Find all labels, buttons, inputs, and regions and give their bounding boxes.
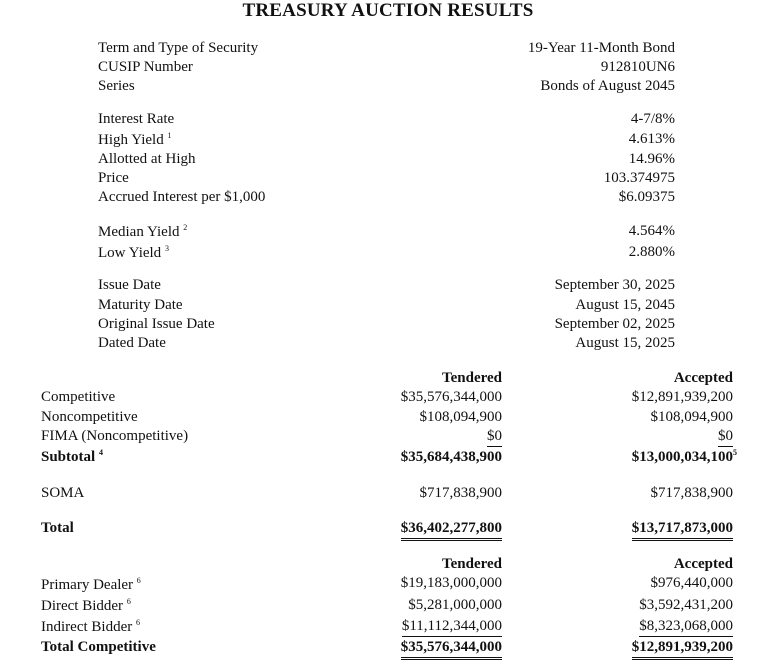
fima-tendered: $0: [487, 427, 502, 447]
direct-bidder-label-row: [41, 597, 131, 616]
competitive-tendered: $35,576,344,000: [400, 389, 502, 405]
subtotal-accepted-row: [632, 448, 737, 467]
soma-tendered: $717,838,900: [419, 485, 502, 501]
original-issue-date-label: Original Issue Date: [98, 316, 215, 332]
total-accepted: $13,717,873,000: [632, 519, 733, 541]
subtotal-label: Subtotal: [41, 449, 96, 465]
term-type-label: Term and Type of Security: [98, 40, 259, 56]
indirect-bidder-tendered: $11,112,344,000: [402, 617, 502, 637]
subtotal-accepted: $13,000,034,100: [631, 449, 733, 465]
footnote-marker: 6: [136, 576, 141, 585]
accrued-interest-value: $6.09375: [618, 189, 675, 205]
low-yield-value: 2.880%: [628, 244, 675, 260]
accrued-interest-label: Accrued Interest per $1,000: [98, 189, 266, 205]
allotted-high-value: 14.96%: [628, 151, 675, 167]
series-value: Bonds of August 2045: [540, 78, 675, 94]
primary-dealer-tendered: $19,183,000,000: [400, 575, 502, 591]
interest-rate-value: 4-7/8%: [630, 111, 675, 127]
primary-dealer-label-row: [41, 576, 141, 595]
median-yield-label: Median Yield: [98, 224, 180, 240]
competitive-label: Competitive: [41, 389, 116, 405]
direct-bidder-accepted: $3,592,431,200: [639, 597, 733, 613]
low-yield-label: Low Yield: [98, 245, 162, 261]
high-yield-label-row: [98, 131, 171, 150]
footnote-marker: 2: [183, 223, 188, 232]
indirect-bidder-label-row: [41, 618, 140, 637]
total-competitive-accepted: $12,891,939,200: [632, 638, 733, 660]
subtotal-tendered: $35,684,438,900: [400, 449, 502, 465]
fima-label: FIMA (Noncompetitive): [41, 428, 189, 444]
interest-rate-label: Interest Rate: [98, 111, 175, 127]
noncompetitive-tendered: $108,094,900: [419, 409, 502, 425]
soma-label: SOMA: [41, 485, 85, 501]
dated-date-label: Dated Date: [98, 335, 166, 351]
fima-accepted: $0: [718, 427, 733, 447]
allotted-high-label: Allotted at High: [98, 151, 196, 167]
primary-dealer-accepted: $976,440,000: [650, 575, 733, 591]
accepted-header: Accepted: [673, 370, 733, 386]
noncompetitive-accepted: $108,094,900: [650, 409, 733, 425]
issue-date-label: Issue Date: [98, 277, 161, 293]
low-yield-label-row: [98, 244, 169, 263]
total-competitive-tendered: $35,576,344,000: [401, 638, 502, 660]
cusip-value: 912810UN6: [600, 59, 675, 75]
price-value: 103.374975: [603, 170, 675, 186]
soma-accepted: $717,838,900: [650, 485, 733, 501]
dated-date-value: August 15, 2025: [575, 335, 675, 351]
high-yield-value: 4.613%: [628, 131, 675, 147]
footnote-marker: 6: [135, 618, 140, 627]
tendered-header: Tendered: [441, 370, 502, 386]
footnote-marker: 4: [98, 448, 103, 457]
term-type-value: 19-Year 11-Month Bond: [527, 40, 675, 56]
total-competitive-label: Total Competitive: [41, 639, 156, 655]
document-title: TREASURY AUCTION RESULTS: [242, 0, 534, 21]
price-label: Price: [98, 170, 129, 186]
median-yield-label-row: [98, 223, 187, 242]
subtotal-label-row: [41, 448, 103, 467]
noncompetitive-label: Noncompetitive: [41, 409, 138, 425]
total-label: Total: [41, 520, 74, 536]
primary-dealer-label: Primary Dealer: [41, 577, 134, 593]
direct-bidder-label: Direct Bidder: [41, 598, 124, 614]
direct-bidder-tendered: $5,281,000,000: [408, 597, 502, 613]
cusip-label: CUSIP Number: [98, 59, 193, 75]
footnote-marker: 5: [733, 448, 737, 457]
maturity-date-value: August 15, 2045: [575, 297, 675, 313]
maturity-date-label: Maturity Date: [98, 297, 183, 313]
bidders-accepted-header: Accepted: [673, 556, 733, 572]
competitive-accepted: $12,891,939,200: [631, 389, 733, 405]
indirect-bidder-accepted: $8,323,068,000: [639, 617, 733, 637]
footnote-marker: 3: [164, 244, 169, 253]
high-yield-label: High Yield: [98, 132, 164, 148]
series-label: Series: [98, 78, 135, 94]
median-yield-value: 4.564%: [628, 223, 675, 239]
original-issue-date-value: September 02, 2025: [554, 316, 675, 332]
footnote-marker: 1: [167, 131, 172, 140]
total-tendered: $36,402,277,800: [401, 519, 502, 541]
issue-date-value: September 30, 2025: [554, 277, 675, 293]
indirect-bidder-label: Indirect Bidder: [41, 619, 133, 635]
footnote-marker: 6: [126, 597, 131, 606]
bidders-tendered-header: Tendered: [441, 556, 502, 572]
